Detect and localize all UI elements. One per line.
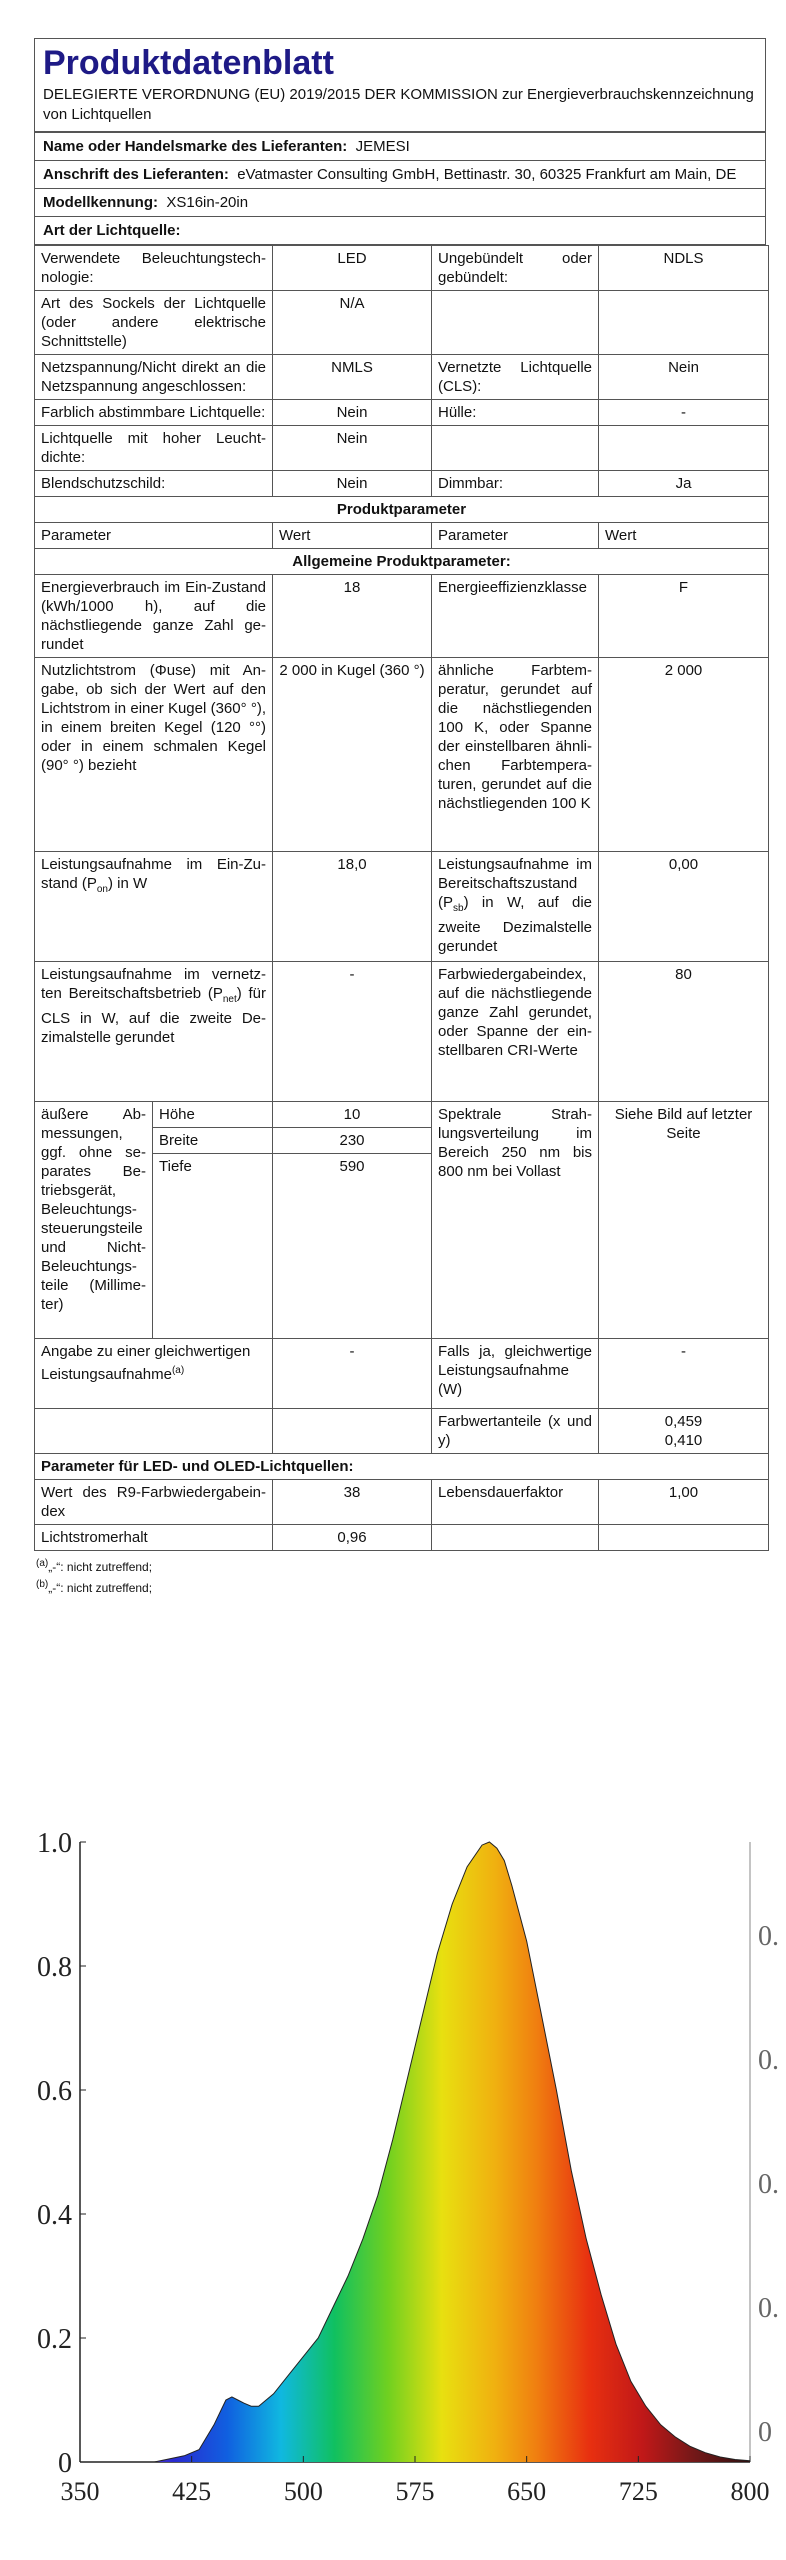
supplier-name-row — [35, 132, 765, 161]
equivalent-power-label: Angabe zu einer gleichwertigen Leistungsaufnahme$^{(a)}$ — [35, 1339, 273, 1409]
model-label: Modellkennung: — [43, 194, 158, 211]
right-tick-label: 0. — [758, 2169, 779, 2200]
right-tick-label: 0. — [758, 1921, 779, 1952]
supplier-address-row — [35, 161, 765, 189]
light-type-row: Art des Sockels der Lichtquelle (oder andere elektrische Schnittstelle) N/A — [35, 291, 769, 355]
spectral-distribution-chart — [10, 1820, 780, 2550]
x-tick-label: 725 — [618, 2477, 658, 2506]
general-params-heading: Allgemeine Produktparameter: — [35, 549, 769, 575]
led-params-heading: Parameter für LED- und OLED-Lichtquellen: — [35, 1454, 769, 1480]
footnote-a: $^{(a)}$„-“: nicht zutreffend; — [36, 1558, 153, 1574]
x-tick-label: 500 — [283, 2477, 323, 2506]
dimensions-label: äußere Abmessungen, ggf. ohne separates Betriebsgerät, Beleuchtungssteuerungsteile und Nicht-Beleuchtungsteile (Millimeter) — [35, 1102, 153, 1339]
product-data-sheet — [34, 38, 766, 1597]
x-tick-label: 650 — [507, 2477, 547, 2506]
table-row: Farbwertanteile (x und y) 0,459 0,410 — [35, 1409, 769, 1454]
x-tick-label: 800 — [730, 2477, 770, 2506]
y-tick-label: 0.2 — [37, 2324, 72, 2355]
table-row: Energieverbrauch im Ein-Zustand (kWh/1000 h), auf die nächstliegende ganze Zahl gerundet 18 Energieeffizienzklasse F — [35, 575, 769, 658]
dimensions-row: äußere Abmessungen, ggf. ohne separates Betriebsgerät, Beleuchtungssteuerungsteile und Nicht-Beleuchtungsteile (Millimeter) Höhe 10 Spektrale Strahlungsverteilung im Bereich 250 nm bis 800 nm bei Vollast Siehe Bild auf letzter Seite — [35, 1102, 769, 1128]
supplier-name-value: JEMESI — [355, 138, 410, 155]
footnotes — [34, 1555, 766, 1597]
power-standby-label: Leistungsaufnahme im Bereitschaftszustand $(P_{sb})$ in W, auf die zweite Dezimalstelle gerundet — [432, 852, 599, 962]
spectrum-area — [80, 1842, 750, 2462]
supplier-address-value: eVatmaster Consulting GmbH, Bettinastr. 30, 60325 Frankfurt am Main, DE — [237, 166, 737, 183]
spectral-label: Spektrale Strahlungsverteilung im Bereich 250 nm bis 800 nm bei Vollast — [432, 1102, 599, 1339]
table-row: Nutzlichtstrom (Φuse) mit Angabe, ob sich der Wert auf den Lichtstrom in einer Kugel (360° °), in einem breiten Kegel (120 °°) oder in einem schmalen Kegel (90° °) bezieht 2 000 in Kugel (360 °) ähnliche Farbtemperatur, gerundet auf die nächstliegenden 100 K, oder Spanne der einstellbaren ähnlichen Farbtemperaturen, gerundet auf die nächstliegenden 100 K 2 000 — [35, 658, 769, 852]
light-type-row: Farblich abstimmbare Lichtquelle: Nein Hülle: - — [35, 400, 769, 426]
y-tick-label: 0 — [58, 2448, 72, 2479]
supplier-name-label: Name oder Handelsmarke des Lieferanten: — [43, 138, 348, 155]
light-type-row: Blendschutzschild: Nein Dimmbar: Ja — [35, 471, 769, 497]
right-tick-label: 0. — [758, 2045, 779, 2076]
table-row: Wert des R9-Farbwiedergabeindex 38 Lebensdauerfaktor 1,00 — [35, 1480, 769, 1525]
page-title: Produktdatenblatt — [43, 44, 334, 82]
y-tick-label: 1.0 — [37, 1828, 72, 1859]
spectral-value: Siehe Bild auf letzter Seite — [599, 1102, 769, 1339]
table-row: Lichtstromerhalt 0,96 — [35, 1525, 769, 1551]
regulation-text: DELEGIERTE VERORDNUNG (EU) 2019/2015 DER KOMMISSION zur Energieverbrauchskennzeichnung von Lichtquellen — [43, 86, 754, 123]
right-tick-label: 0. — [758, 2293, 779, 2324]
y-tick-label: 0.4 — [37, 2200, 72, 2231]
dimensions-row: Tiefe 590 — [35, 1154, 769, 1339]
right-tick-label: 0 — [758, 2417, 772, 2448]
parameter-table — [34, 245, 769, 1551]
supplier-address-label: Anschrift des Lieferanten: — [43, 166, 229, 183]
x-tick-label: 425 — [172, 2477, 212, 2506]
table-row: Leistungsaufnahme im Ein-Zustand $(P_{on})$ in W 18,0 Leistungsaufnahme im Bereitschaftszustand $(P_{sb})$ in W, auf die zweite Dezimalstelle gerundet 0,00 — [35, 852, 769, 962]
light-type-row: Verwendete Beleuchtungstechnologie: LED Ungebündelt oder gebündelt: NDLS — [35, 246, 769, 291]
supplier-block — [34, 131, 766, 245]
light-type-row: Lichtquelle mit hoher Leuchtdichte: Nein — [35, 426, 769, 471]
dimensions-row: Breite 230 — [35, 1128, 769, 1154]
sheet-header — [34, 38, 766, 131]
x-tick-label: 575 — [395, 2477, 435, 2506]
model-row — [35, 189, 765, 217]
product-params-heading: Produktparameter — [35, 497, 769, 523]
footnote-b: $^{(b)}$„-“: nicht zutreffend; — [36, 1579, 153, 1595]
table-row: Angabe zu einer gleichwertigen Leistungsaufnahme$^{(a)}$ - Falls ja, gleichwertige Leistungsaufnahme (W) - — [35, 1339, 769, 1409]
table-row: Leistungsaufnahme im vernetzten Bereitschaftsbetrieb $(P_{net})$ für CLS in W, auf die zweite Dezimalstelle gerundet - Farbwiedergabeindex, auf die nächstliegende ganze Zahl gerundet, oder Spanne der einstellbaren CRI-Werte 80 — [35, 962, 769, 1102]
light-type-heading: Art der Lichtquelle: — [35, 217, 765, 245]
x-tick-label: 350 — [60, 2477, 100, 2506]
power-net-label: Leistungsaufnahme im vernetzten Bereitschaftsbetrieb $(P_{net})$ für CLS in W, auf die zweite Dezimalstelle gerundet — [35, 962, 273, 1102]
power-on-label: Leistungsaufnahme im Ein-Zustand $(P_{on})$ in W — [35, 852, 273, 962]
y-tick-label: 0.6 — [37, 2076, 72, 2107]
light-type-row: Netzspannung/Nicht direkt an die Netzspannung angeschlossen: NMLS Vernetzte Lichtquelle (CLS): Nein — [35, 355, 769, 400]
column-header-row: Parameter Wert Parameter Wert — [35, 523, 769, 549]
model-value: XS16in-20in — [166, 194, 249, 211]
y-tick-label: 0.8 — [37, 1952, 72, 1983]
